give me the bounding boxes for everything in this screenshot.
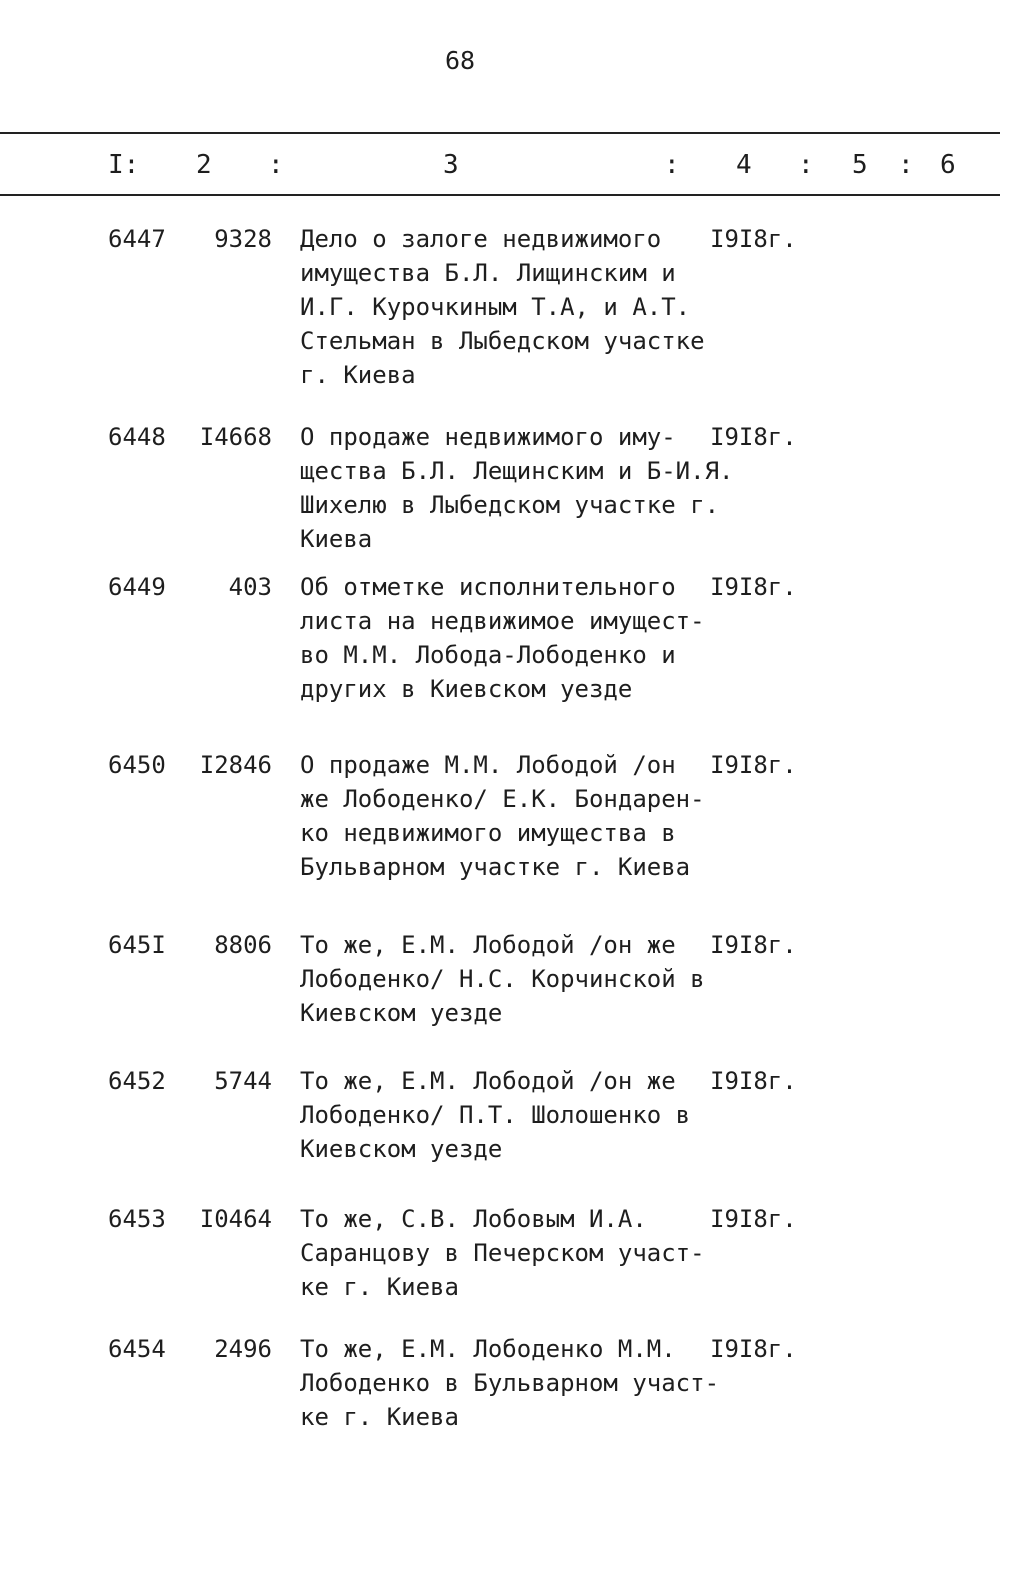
description-line: И.Г. Курочкиным Т.А, и А.Т. [300,293,691,321]
inventory-number: 6452 [108,1067,166,1095]
column-header-separator: : [898,150,914,180]
description-line: Киевском уезде [300,999,503,1027]
inventory-number: 6450 [108,751,166,779]
description [300,748,730,884]
inventory-number: 6449 [108,573,166,601]
description-line: О продаже М.М. Лободой /он [300,751,676,779]
old-number: 403 [228,573,272,601]
column-header-separator: : [798,150,814,180]
description-line: же Лободенко/ Е.К. Бондарен- [300,785,705,813]
description [300,570,730,706]
description-line: Киева [300,525,373,553]
old-number: 8806 [214,931,272,959]
column-header-1: I: [108,150,140,180]
description-line: имущества Б.Л. Лищинским и [300,259,676,287]
page-number: 68 [444,46,476,75]
inventory-number: 6453 [108,1205,166,1233]
description-line: Дело о залоге недвижимого [300,225,662,253]
year: I9I8г. [710,1205,797,1233]
description-line: Лободенко в Бульварном участ- [300,1369,720,1397]
old-number: 5744 [214,1067,272,1095]
description-line: Шихелю в Лыбедском участке г. [300,491,720,519]
header-top-rule [0,132,1000,134]
description-line: листа на недвижимое имущест- [300,607,705,635]
year: I9I8г. [710,423,797,451]
column-header-5: 5 [852,150,868,180]
inventory-number: 645I [108,931,166,959]
description-line: других в Киевском уезде [300,675,633,703]
description-line: То же, С.В. Лобовым И.А. [300,1205,647,1233]
old-number: I0464 [199,1205,272,1233]
description-line: во М.М. Лобода-Лободенко и [300,641,676,669]
description-line: То же, Е.М. Лободенко М.М. [300,1335,676,1363]
inventory-number: 6448 [108,423,166,451]
year: I9I8г. [710,751,797,779]
old-number: I2846 [199,751,272,779]
year: I9I8г. [710,1067,797,1095]
description-line: Стельман в Лыбедском участке [300,327,705,355]
description-line: Об отметке исполнительного [300,573,676,601]
description-line: Лободенко/ Н.С. Корчинской в [300,965,705,993]
year: I9I8г. [710,573,797,601]
column-header-separator: : [268,150,284,180]
column-header-4: 4 [736,150,752,180]
description [300,222,730,392]
column-header-6: 6 [940,150,956,180]
year: I9I8г. [710,1335,797,1363]
inventory-number: 6454 [108,1335,166,1363]
description-line: Бульварном участке г. Киева [300,853,691,881]
year: I9I8г. [710,225,797,253]
old-number: 2496 [214,1335,272,1363]
column-header-separator: : [664,150,680,180]
description-line: ко недвижимого имущества в [300,819,676,847]
description [300,1332,730,1434]
description-line: Саранцову в Печерском участ- [300,1239,705,1267]
description [300,928,730,1030]
inventory-number: 6447 [108,225,166,253]
description-line: О продаже недвижимого иму- [300,423,676,451]
description-line: Киевском уезде [300,1135,503,1163]
header-bottom-rule [0,194,1000,196]
old-number: 9328 [214,225,272,253]
description-line: То же, Е.М. Лободой /он же [300,931,676,959]
description [300,420,734,556]
description-line: ке г. Киева [300,1403,459,1431]
description-line: ке г. Киева [300,1273,459,1301]
description-line: То же, Е.М. Лободой /он же [300,1067,676,1095]
description [300,1064,730,1166]
year: I9I8г. [710,931,797,959]
column-header-3: 3 [443,150,459,180]
old-number: I4668 [199,423,272,451]
description-line: г. Киева [300,361,416,389]
description-line: Лободенко/ П.Т. Шолошенко в [300,1101,691,1129]
description-line: щества Б.Л. Лещинским и Б-И.Я. [300,457,734,485]
column-header-2: 2 [196,150,212,180]
description [300,1202,730,1304]
